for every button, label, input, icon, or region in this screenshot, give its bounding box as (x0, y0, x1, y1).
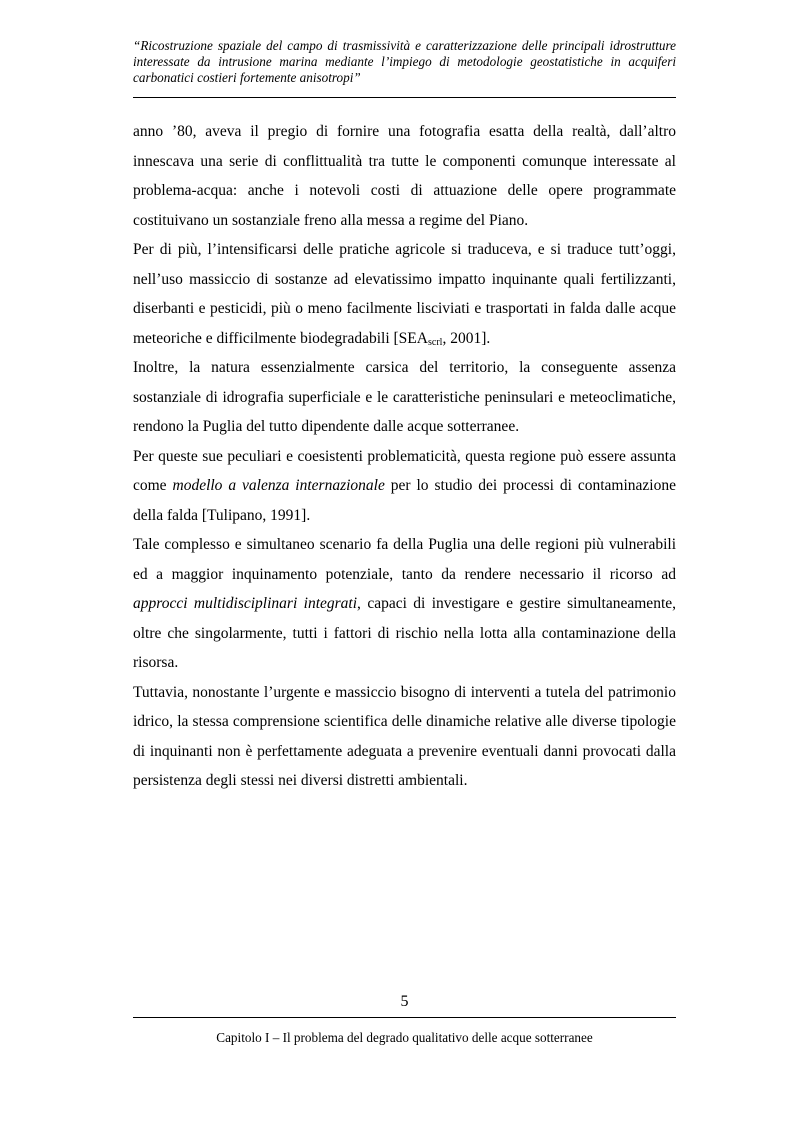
emphasis-text: approcci multidisciplinari integrati (133, 595, 358, 612)
document-body (133, 117, 676, 796)
paragraph-text: Tale complesso e simultaneo scenario fa della Puglia una delle regioni più vulnerabili ed a maggior inquinamento potenziale, tanto da rendere necessario il ricorso ad (133, 536, 676, 583)
paragraph (133, 442, 676, 531)
paragraph-text: , capaci di investigare e gestire simultaneamente, oltre che singolarmente, tutti i fattori di rischio nella lotta alla contaminazione della risorsa. (133, 595, 676, 671)
page-number: 5 (400, 993, 409, 1010)
paragraph (133, 235, 676, 353)
paragraph-text: per lo studio dei processi di contaminazione della falda [Tulipano, 1991]. (133, 477, 676, 524)
paragraph-text: Per di più, l’intensificarsi delle pratiche agricole si traduceva, e si traduce tutt’oggi, nell’uso massiccio di sostanze ad elevatissimo impatto inquinante quali fertilizzanti, diserbanti e pesticidi, più o meno facilmente lisciviati e trasportati in falda dalle acque meteoriche e difficilmente biodegradabili [SEA (133, 241, 676, 347)
paragraph: Tuttavia, nonostante l’urgente e massiccio bisogno di interventi a tutela del patrimonio idrico, la stessa comprensione scientifica delle dinamiche relative alle diverse tipologie di inquinanti non è perfettamente adeguata a prevenire eventuali danni provocati dalla persistenza degli stessi nei diversi distretti ambientali. (133, 683, 676, 789)
paragraph: anno ’80, aveva il pregio di fornire una fotografia esatta della realtà, dall’altro innescava una serie di conflittualità tra tutte le componenti comunque interessate al problema-acqua: anche i notevoli costi di attuazione delle opere programmate costituivano un sostanziale freno alla messa a regime del Piano. (133, 123, 676, 229)
header-divider (133, 97, 676, 98)
emphasis-text: modello a valenza internazionale (172, 477, 385, 494)
running-header-title: “Ricostruzione spaziale del campo di trasmissività e caratterizzazione delle principali idrostrutture interessate da intrusione marina mediante l’impiego di metodologie geostatistiche in acquiferi carbonatici costieri fortemente anisotropi” (133, 38, 676, 85)
footer-divider (133, 1017, 676, 1018)
paragraph: Inoltre, la natura essenzialmente carsica del territorio, la conseguente assenza sostanziale di idrografia superficiale e le caratteristiche peninsulari e meteoclimatiche, rendono la Puglia del tutto dipendente dalle acque sotterranee. (133, 359, 676, 435)
running-footer-chapter: Capitolo I – Il problema del degrado qualitativo delle acque sotterranee (216, 1030, 593, 1045)
paragraph-text: Per queste sue peculiari e coesistenti problematicità, questa regione può essere assunta come (133, 447, 676, 494)
paragraph (133, 530, 676, 678)
subscript-text: scrl (427, 336, 443, 348)
paragraph-text: , 2001]. (442, 329, 491, 347)
